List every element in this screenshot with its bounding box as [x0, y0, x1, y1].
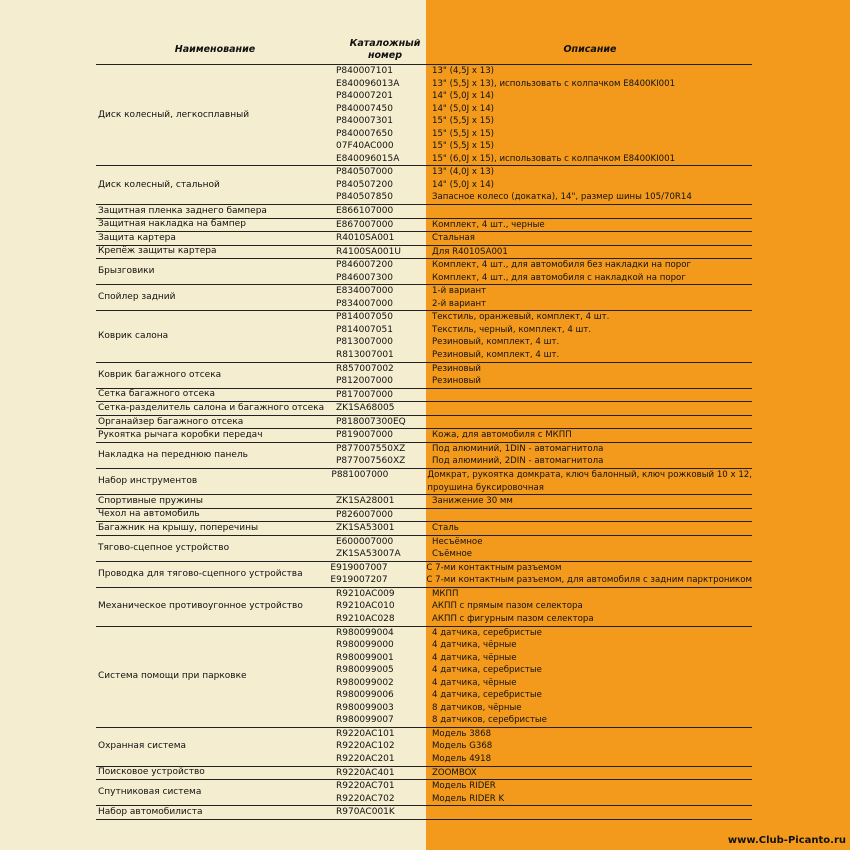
description-cell: Съёмное [432, 549, 473, 560]
catalog-number-cell: P819007000 [336, 430, 393, 441]
table-row [336, 780, 752, 793]
description-cell: С 7-ми контактным разъемом, для автомобиля с задним парктроником [426, 575, 752, 586]
group-items [336, 443, 752, 468]
item-name: Органайзер багажного отсека [98, 416, 244, 427]
table-row [336, 548, 752, 561]
header-catalog-number: Каталожный номер [349, 38, 421, 61]
catalog-number-cell: E840096015A [336, 153, 400, 164]
table-group [96, 285, 752, 311]
table-group [96, 728, 752, 767]
description-cell: Резиновый [432, 376, 481, 387]
table-row [336, 389, 752, 402]
table-row [336, 509, 752, 522]
description-cell: Под алюминий, 1DIN - автомагнитола [432, 443, 604, 454]
description-cell: Стальная [432, 233, 475, 244]
catalog-number-cell: ZK1SA28001 [336, 496, 395, 507]
table-row [330, 574, 752, 587]
description-cell: 15" (6,0J x 15), использовать с колпачком E8400KI001 [432, 153, 676, 164]
catalog-number-cell: P826007000 [336, 509, 393, 520]
catalog-number-cell: R813007001 [336, 350, 394, 361]
description-cell: 14" (5,0J x 14) [432, 91, 495, 102]
description-cell: АКПП с фигурным пазом селектора [432, 613, 594, 624]
catalog-number-cell: R980099003 [336, 702, 394, 713]
description-cell: Модель RIDER K [432, 793, 505, 804]
table-row [336, 115, 752, 128]
item-name: Спойлер задний [98, 292, 176, 303]
table-row [336, 443, 752, 456]
description-cell: 15" (5,5J x 15) [432, 141, 495, 152]
group-items [336, 65, 752, 165]
catalog-number-cell: ZK1SA68005 [336, 403, 395, 414]
catalog-number-cell: E919007007 [330, 562, 388, 573]
table-row [336, 728, 752, 741]
table-row [336, 140, 752, 153]
catalog-number-cell: P840507000 [336, 167, 393, 178]
catalog-number-cell: R9210AC009 [336, 588, 395, 599]
catalog-number-cell: R9220AC702 [336, 793, 395, 804]
table-group [96, 402, 752, 416]
catalog-number-cell: E840096013A [336, 78, 400, 89]
catalog-number-cell: P840007101 [336, 66, 393, 76]
catalog-number-cell: P840507850 [336, 192, 393, 203]
item-name: Сетка-разделитель салона и багажного отсека [98, 402, 325, 413]
catalog-number-cell: R980099005 [336, 665, 394, 676]
table-group [96, 562, 752, 588]
group-items [336, 219, 752, 232]
description-cell: 1-й вариант [432, 286, 487, 297]
table-row [336, 627, 752, 640]
table-row [336, 259, 752, 272]
table-group [96, 495, 752, 509]
group-items [336, 205, 752, 218]
table-row [336, 324, 752, 337]
table-row [336, 311, 752, 324]
item-name: Тягово-сцепное устройство [98, 542, 230, 553]
item-name: Защита картера [98, 232, 176, 243]
catalog-number-cell: P813007000 [336, 337, 393, 348]
description-cell: 4 датчика, серебристые [432, 665, 542, 676]
description-cell: Занижение 30 мм [432, 496, 513, 507]
catalog-number-cell: P840007301 [336, 116, 393, 127]
group-items [336, 232, 752, 245]
item-name: Коврик багажного отсека [98, 369, 222, 380]
item-name: Спортивные пружины [98, 495, 204, 506]
item-name: Крепёж защиты картера [98, 246, 217, 257]
table-row [336, 495, 752, 508]
catalog-number-cell: P817007000 [336, 389, 393, 400]
description-cell: Для R4010SA001 [432, 246, 508, 257]
group-items [336, 166, 752, 204]
item-name: Набор автомобилиста [98, 806, 203, 817]
table-row [336, 272, 752, 285]
table-row [336, 689, 752, 702]
table-row [336, 375, 752, 388]
footer-website-url: www.Club-Picanto.ru [727, 835, 846, 846]
description-cell: Модель 4918 [432, 753, 492, 764]
catalog-number-cell: E867007000 [336, 219, 394, 230]
header-name: Наименование [174, 44, 256, 55]
item-name: Коврик салона [98, 330, 169, 341]
table-group [96, 536, 752, 562]
header-description: Описание [563, 44, 617, 55]
catalog-number-cell: R9220AC102 [336, 741, 395, 752]
group-items [336, 429, 752, 442]
description-cell: Кожа, для автомобиля с МКПП [432, 430, 572, 441]
table-group [96, 509, 752, 523]
table-group [96, 429, 752, 443]
description-cell: Сталь [432, 523, 459, 534]
description-cell [426, 509, 752, 522]
table-row [336, 416, 752, 429]
description-cell: Модель 3868 [432, 728, 492, 739]
table-row [336, 90, 752, 103]
description-cell: АКПП с прямым пазом селектора [432, 601, 583, 612]
table-row [336, 78, 752, 91]
table-group [96, 767, 752, 781]
table-row [336, 349, 752, 362]
description-cell: ZOOMBOX [432, 767, 477, 778]
item-name: Защитная накладка на бампер [98, 219, 246, 230]
table-row [336, 740, 752, 753]
item-name: Набор инструментов [98, 476, 198, 486]
table-group [96, 627, 752, 728]
catalog-number-cell: E834007000 [336, 286, 394, 297]
description-cell: Резиновый [432, 363, 481, 374]
description-cell: 13" (5,5J x 13), использовать с колпачком E8400KI001 [432, 78, 676, 89]
catalog-number-cell: P818007300EQ [336, 416, 406, 427]
table-group [96, 65, 752, 166]
item-name: Диск колесный, стальной [98, 179, 220, 190]
table-row [336, 219, 752, 232]
table-group [96, 205, 752, 219]
catalog-number-cell: R9210AC010 [336, 601, 395, 612]
description-cell [426, 416, 752, 429]
table-row [336, 285, 752, 298]
description-cell: Модель G368 [432, 741, 493, 752]
group-items [336, 416, 752, 429]
table-row [336, 65, 752, 78]
table-row [336, 600, 752, 613]
group-items [336, 627, 752, 727]
item-name: Сетка багажного отсека [98, 389, 215, 400]
description-cell: проушина буксировочная [427, 482, 544, 493]
group-items [336, 363, 752, 388]
item-name: Поисковое устройство [98, 767, 205, 778]
table-row [336, 588, 752, 601]
group-items [336, 806, 752, 819]
table-group [96, 363, 752, 389]
description-cell: С 7-ми контактным разъемом [426, 562, 562, 573]
item-name: Проводка для тягово-сцепного устройства [98, 568, 303, 579]
table-group [96, 469, 752, 495]
table-row [336, 153, 752, 166]
catalog-number-cell: P840007650 [336, 128, 393, 139]
catalog-number-cell: P840007450 [336, 103, 393, 114]
catalog-number-cell: R980099000 [336, 640, 394, 651]
table-row [336, 103, 752, 116]
catalog-number-cell: R980099001 [336, 652, 394, 663]
description-cell: Резиновый, комплект, 4 шт. [432, 337, 560, 348]
table-row [336, 166, 752, 179]
item-name: Диск колесный, легкосплавный [98, 109, 250, 120]
description-cell: 8 датчиков, чёрные [432, 702, 522, 713]
table-row [336, 179, 752, 192]
catalog-number-cell [331, 482, 421, 495]
table-row [330, 562, 752, 575]
item-name: Механическое противоугонное устройство [98, 601, 303, 612]
catalog-number-cell: P834007000 [336, 298, 393, 309]
table-row [336, 652, 752, 665]
description-cell [426, 806, 752, 819]
description-cell: 2-й вариант [432, 298, 487, 309]
description-cell: Текстиль, черный, комплект, 4 шт. [432, 324, 592, 335]
table-group [96, 443, 752, 469]
catalog-number-cell: P846007200 [336, 260, 393, 271]
group-items [336, 588, 752, 626]
table-group [96, 166, 752, 205]
item-name: Система помощи при парковке [98, 671, 247, 682]
table-row [336, 205, 752, 218]
description-cell: 14" (5,0J x 14) [432, 103, 495, 114]
catalog-number-cell: R980099004 [336, 627, 394, 638]
table-row [336, 677, 752, 690]
description-cell: 15" (5,5J x 15) [432, 128, 495, 139]
catalog-number-cell: 07F40AC000 [336, 141, 394, 152]
table-row [336, 702, 752, 715]
catalog-number-cell: R857007002 [336, 363, 394, 374]
table-group [96, 588, 752, 627]
description-cell: 4 датчика, чёрные [432, 652, 517, 663]
table-group [96, 246, 752, 260]
group-items [336, 780, 752, 805]
table-row [336, 363, 752, 376]
description-cell: 13" (4,0J x 13) [432, 167, 495, 178]
description-cell: 4 датчика, чёрные [432, 677, 517, 688]
description-cell: 8 датчиков, серебристые [432, 715, 547, 726]
catalog-number-cell: R980099007 [336, 715, 394, 726]
group-items [336, 767, 752, 780]
group-items [336, 402, 752, 415]
description-cell: Резиновый, комплект, 4 шт. [432, 350, 560, 361]
catalog-number-cell: ZK1SA53007A [336, 549, 401, 560]
item-name: Багажник на крышу, поперечины [98, 522, 259, 533]
group-items [336, 285, 752, 310]
catalog-number-cell: ZK1SA53001 [336, 523, 395, 534]
group-items [331, 469, 752, 494]
group-items [336, 259, 752, 284]
group-items [336, 389, 752, 402]
description-cell: Комплект, 4 шт., черные [432, 219, 545, 230]
description-cell: 4 датчика, серебристые [432, 627, 542, 638]
description-cell: 4 датчика, серебристые [432, 690, 542, 701]
group-items [336, 246, 752, 259]
catalog-number-cell: P840007201 [336, 91, 393, 102]
description-cell [426, 402, 752, 415]
group-items [336, 311, 752, 361]
table-group [96, 259, 752, 285]
table-group [96, 806, 752, 820]
table-group [96, 311, 752, 362]
table-row [336, 298, 752, 311]
description-cell: Текстиль, оранжевый, комплект, 4 шт. [432, 312, 610, 323]
catalog-number-cell: R4100SA001U [336, 246, 401, 257]
table-group [96, 416, 752, 430]
description-cell: 13" (4,5J x 13) [432, 66, 495, 76]
catalog-number-cell: E866107000 [336, 206, 394, 217]
catalog-number-cell: P846007300 [336, 272, 393, 283]
table-row [336, 639, 752, 652]
table-row [331, 469, 752, 482]
table-group [96, 389, 752, 403]
table-row [336, 522, 752, 535]
item-name: Брызговики [98, 266, 155, 277]
table-row [336, 402, 752, 415]
table-row [336, 714, 752, 727]
catalog-number-cell: P877007560XZ [336, 456, 406, 467]
table-row [336, 793, 752, 806]
description-cell: Модель RIDER [432, 781, 496, 792]
item-name: Рукоятка рычага коробки передач [98, 430, 263, 441]
description-cell [426, 205, 752, 218]
table-row [336, 613, 752, 626]
table-group [96, 232, 752, 246]
catalog-number-cell: R9220AC701 [336, 781, 395, 792]
catalog-number-cell: P814007051 [336, 324, 393, 335]
description-cell: 15" (5,5J x 15) [432, 116, 495, 127]
table-row [336, 753, 752, 766]
table-row [336, 246, 752, 259]
table-row [336, 455, 752, 468]
table-row [336, 128, 752, 141]
description-cell: Запасное колесо (докатка), 14", размер шины 105/70R14 [432, 192, 692, 203]
catalog-number-cell: E600007000 [336, 536, 394, 547]
description-cell: Несъёмное [432, 536, 483, 547]
group-items [336, 536, 752, 561]
table-group [96, 219, 752, 233]
description-cell: Комплект, 4 шт., для автомобиля с накладкой на порог [432, 272, 686, 283]
item-name: Спутниковая система [98, 787, 202, 798]
item-name: Защитная пленка заднего бампера [98, 205, 267, 216]
description-cell: МКПП [432, 588, 459, 599]
description-cell: Домкрат, рукоятка домкрата, ключ балонный, ключ рожковый 10 х 12, [427, 469, 752, 480]
catalog-number-cell: R4010SA001 [336, 233, 395, 244]
description-cell: 14" (5,0J x 14) [432, 179, 495, 190]
table-row [336, 429, 752, 442]
table-row [336, 767, 752, 780]
catalog-number-cell: R9210AC028 [336, 613, 395, 624]
table-row [336, 806, 752, 819]
table-group [96, 522, 752, 536]
catalog-number-cell: P840507200 [336, 179, 393, 190]
item-name: Чехол на автомобиль [98, 509, 200, 520]
table-row [336, 191, 752, 204]
group-items [336, 509, 752, 522]
description-cell: 4 датчика, чёрные [432, 640, 517, 651]
catalog-number-cell: R980099006 [336, 690, 394, 701]
accessories-table [96, 64, 752, 820]
catalog-number-cell: E919007207 [330, 575, 388, 586]
catalog-number-cell: R970AC001K [336, 807, 395, 818]
table-row [331, 482, 752, 495]
table-row [336, 232, 752, 245]
table-row [336, 664, 752, 677]
description-cell [426, 389, 752, 402]
table-row [336, 536, 752, 549]
table-group [96, 780, 752, 806]
item-name: Накладка на переднюю панель [98, 449, 248, 460]
catalog-number-cell: P877007550XZ [336, 443, 406, 454]
catalog-number-cell: P812007000 [336, 376, 393, 387]
table-row [336, 336, 752, 349]
catalog-number-cell: P881007000 [331, 469, 389, 480]
catalog-number-cell: R9220AC401 [336, 767, 395, 778]
catalog-number-cell: R9220AC201 [336, 753, 395, 764]
description-cell: Комплект, 4 шт., для автомобиля без накладки на порог [432, 260, 692, 271]
catalog-number-cell: R9220AC101 [336, 728, 395, 739]
group-items [330, 562, 752, 587]
catalog-number-cell: R980099002 [336, 677, 394, 688]
group-items [336, 522, 752, 535]
catalog-number-cell: P814007050 [336, 312, 393, 323]
group-items [336, 495, 752, 508]
description-cell: Под алюминий, 2DIN - автомагнитола [432, 456, 604, 467]
item-name: Охранная система [98, 741, 187, 752]
group-items [336, 728, 752, 766]
